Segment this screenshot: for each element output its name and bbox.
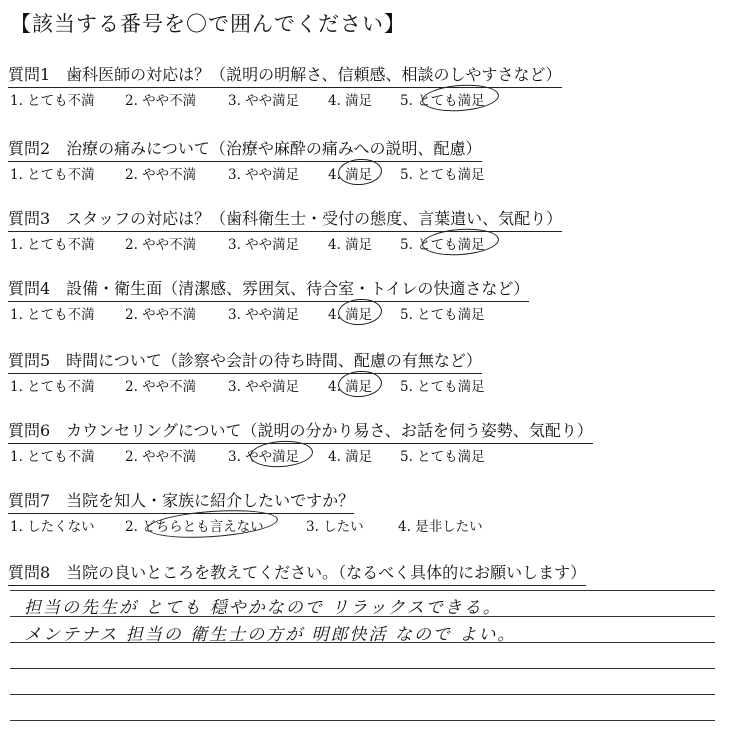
answer-options: [10, 89, 710, 109]
answer-option[interactable]: 4. 満足: [328, 379, 373, 395]
answer-option[interactable]: 1. とても不満: [10, 379, 95, 395]
handwritten-answer-line-1: 担当の先生が とても 穏やかなので リラックスできる。: [24, 598, 502, 618]
answer-option[interactable]: 4. 満足: [328, 307, 373, 323]
answer-option[interactable]: 1. とても不満: [10, 93, 95, 109]
answer-option[interactable]: 2. やや不満: [125, 379, 197, 395]
answer-option[interactable]: 4. 満足: [328, 93, 373, 109]
answer-option[interactable]: 1. したくない: [10, 519, 95, 535]
answer-option[interactable]: 2. やや不満: [125, 93, 197, 109]
answer-option[interactable]: 1. とても不満: [10, 167, 95, 183]
answer-option[interactable]: 5. とても満足: [400, 449, 485, 465]
answer-option[interactable]: 3. やや満足: [228, 449, 300, 465]
answer-option[interactable]: 4. 満足: [328, 449, 373, 465]
answer-line: [10, 590, 715, 591]
answer-option[interactable]: 5. とても満足: [400, 307, 485, 323]
answer-options: [10, 515, 710, 535]
answer-option[interactable]: 3. やや満足: [228, 93, 300, 109]
answer-line: [10, 668, 715, 669]
question-2-title: 質問2 治療の痛みについて（治療や麻酔の痛みへの説明、配慮）: [8, 136, 482, 162]
answer-option[interactable]: 3. したい: [306, 519, 364, 535]
answer-option[interactable]: 2. どちらとも言えない: [125, 519, 264, 535]
answer-options: [10, 233, 710, 253]
answer-option[interactable]: 4. 満足: [328, 237, 373, 253]
answer-option[interactable]: 1. とても不満: [10, 449, 95, 465]
question-5-title: 質問5 時間について（診察や会計の待ち時間、配慮の有無など）: [8, 348, 482, 374]
question-4-title: 質問4 設備・衛生面（清潔感、雰囲気、待合室・トイレの快適さなど）: [8, 276, 529, 302]
answer-option[interactable]: 3. やや満足: [228, 167, 300, 183]
answer-option[interactable]: 1. とても不満: [10, 307, 95, 323]
answer-option[interactable]: 1. とても不満: [10, 237, 95, 253]
answer-option[interactable]: 4. 満足: [328, 167, 373, 183]
answer-option[interactable]: 5. とても満足: [400, 379, 485, 395]
answer-option[interactable]: 3. やや満足: [228, 307, 300, 323]
answer-option[interactable]: 5. とても満足: [400, 167, 485, 183]
answer-option[interactable]: 3. やや満足: [228, 379, 300, 395]
question-8-title: 質問8 当院の良いところを教えてください。（なるべく具体的にお願いします）: [8, 560, 586, 586]
handwritten-answer-line-2: メンテナス 担当の 衛生士の方が 明郎快活 なので よい。: [24, 625, 517, 645]
question-3-title: 質問3 スタッフの対応は？（歯科衛生士・受付の態度、言葉遣い、気配り）: [8, 206, 562, 232]
question-1-title: 質問1 歯科医師の対応は？（説明の明解さ、信頼感、相談のしやすさなど）: [8, 62, 562, 88]
question-7-title: 質問7 当院を知人・家族に紹介したいですか？: [8, 488, 354, 514]
answer-options: [10, 303, 710, 323]
answer-option[interactable]: 2. やや不満: [125, 237, 197, 253]
answer-option[interactable]: 2. やや不満: [125, 307, 197, 323]
answer-options: [10, 375, 710, 395]
answer-options: [10, 163, 710, 183]
answer-option[interactable]: 5. とても満足: [400, 237, 485, 253]
answer-option[interactable]: 2. やや不満: [125, 167, 197, 183]
answer-option[interactable]: 3. やや満足: [228, 237, 300, 253]
answer-option[interactable]: 5. とても満足: [400, 93, 485, 109]
answer-option[interactable]: 2. やや不満: [125, 449, 197, 465]
answer-line: [10, 694, 715, 695]
answer-option[interactable]: 4. 是非したい: [398, 519, 483, 535]
question-6-title: 質問6 カウンセリングについて（説明の分かり易さ、お話を伺う姿勢、気配り）: [8, 418, 593, 444]
page-header: 【該当する番号を〇で囲んでください】: [10, 12, 406, 36]
answer-options: [10, 445, 710, 465]
answer-line: [10, 720, 715, 721]
